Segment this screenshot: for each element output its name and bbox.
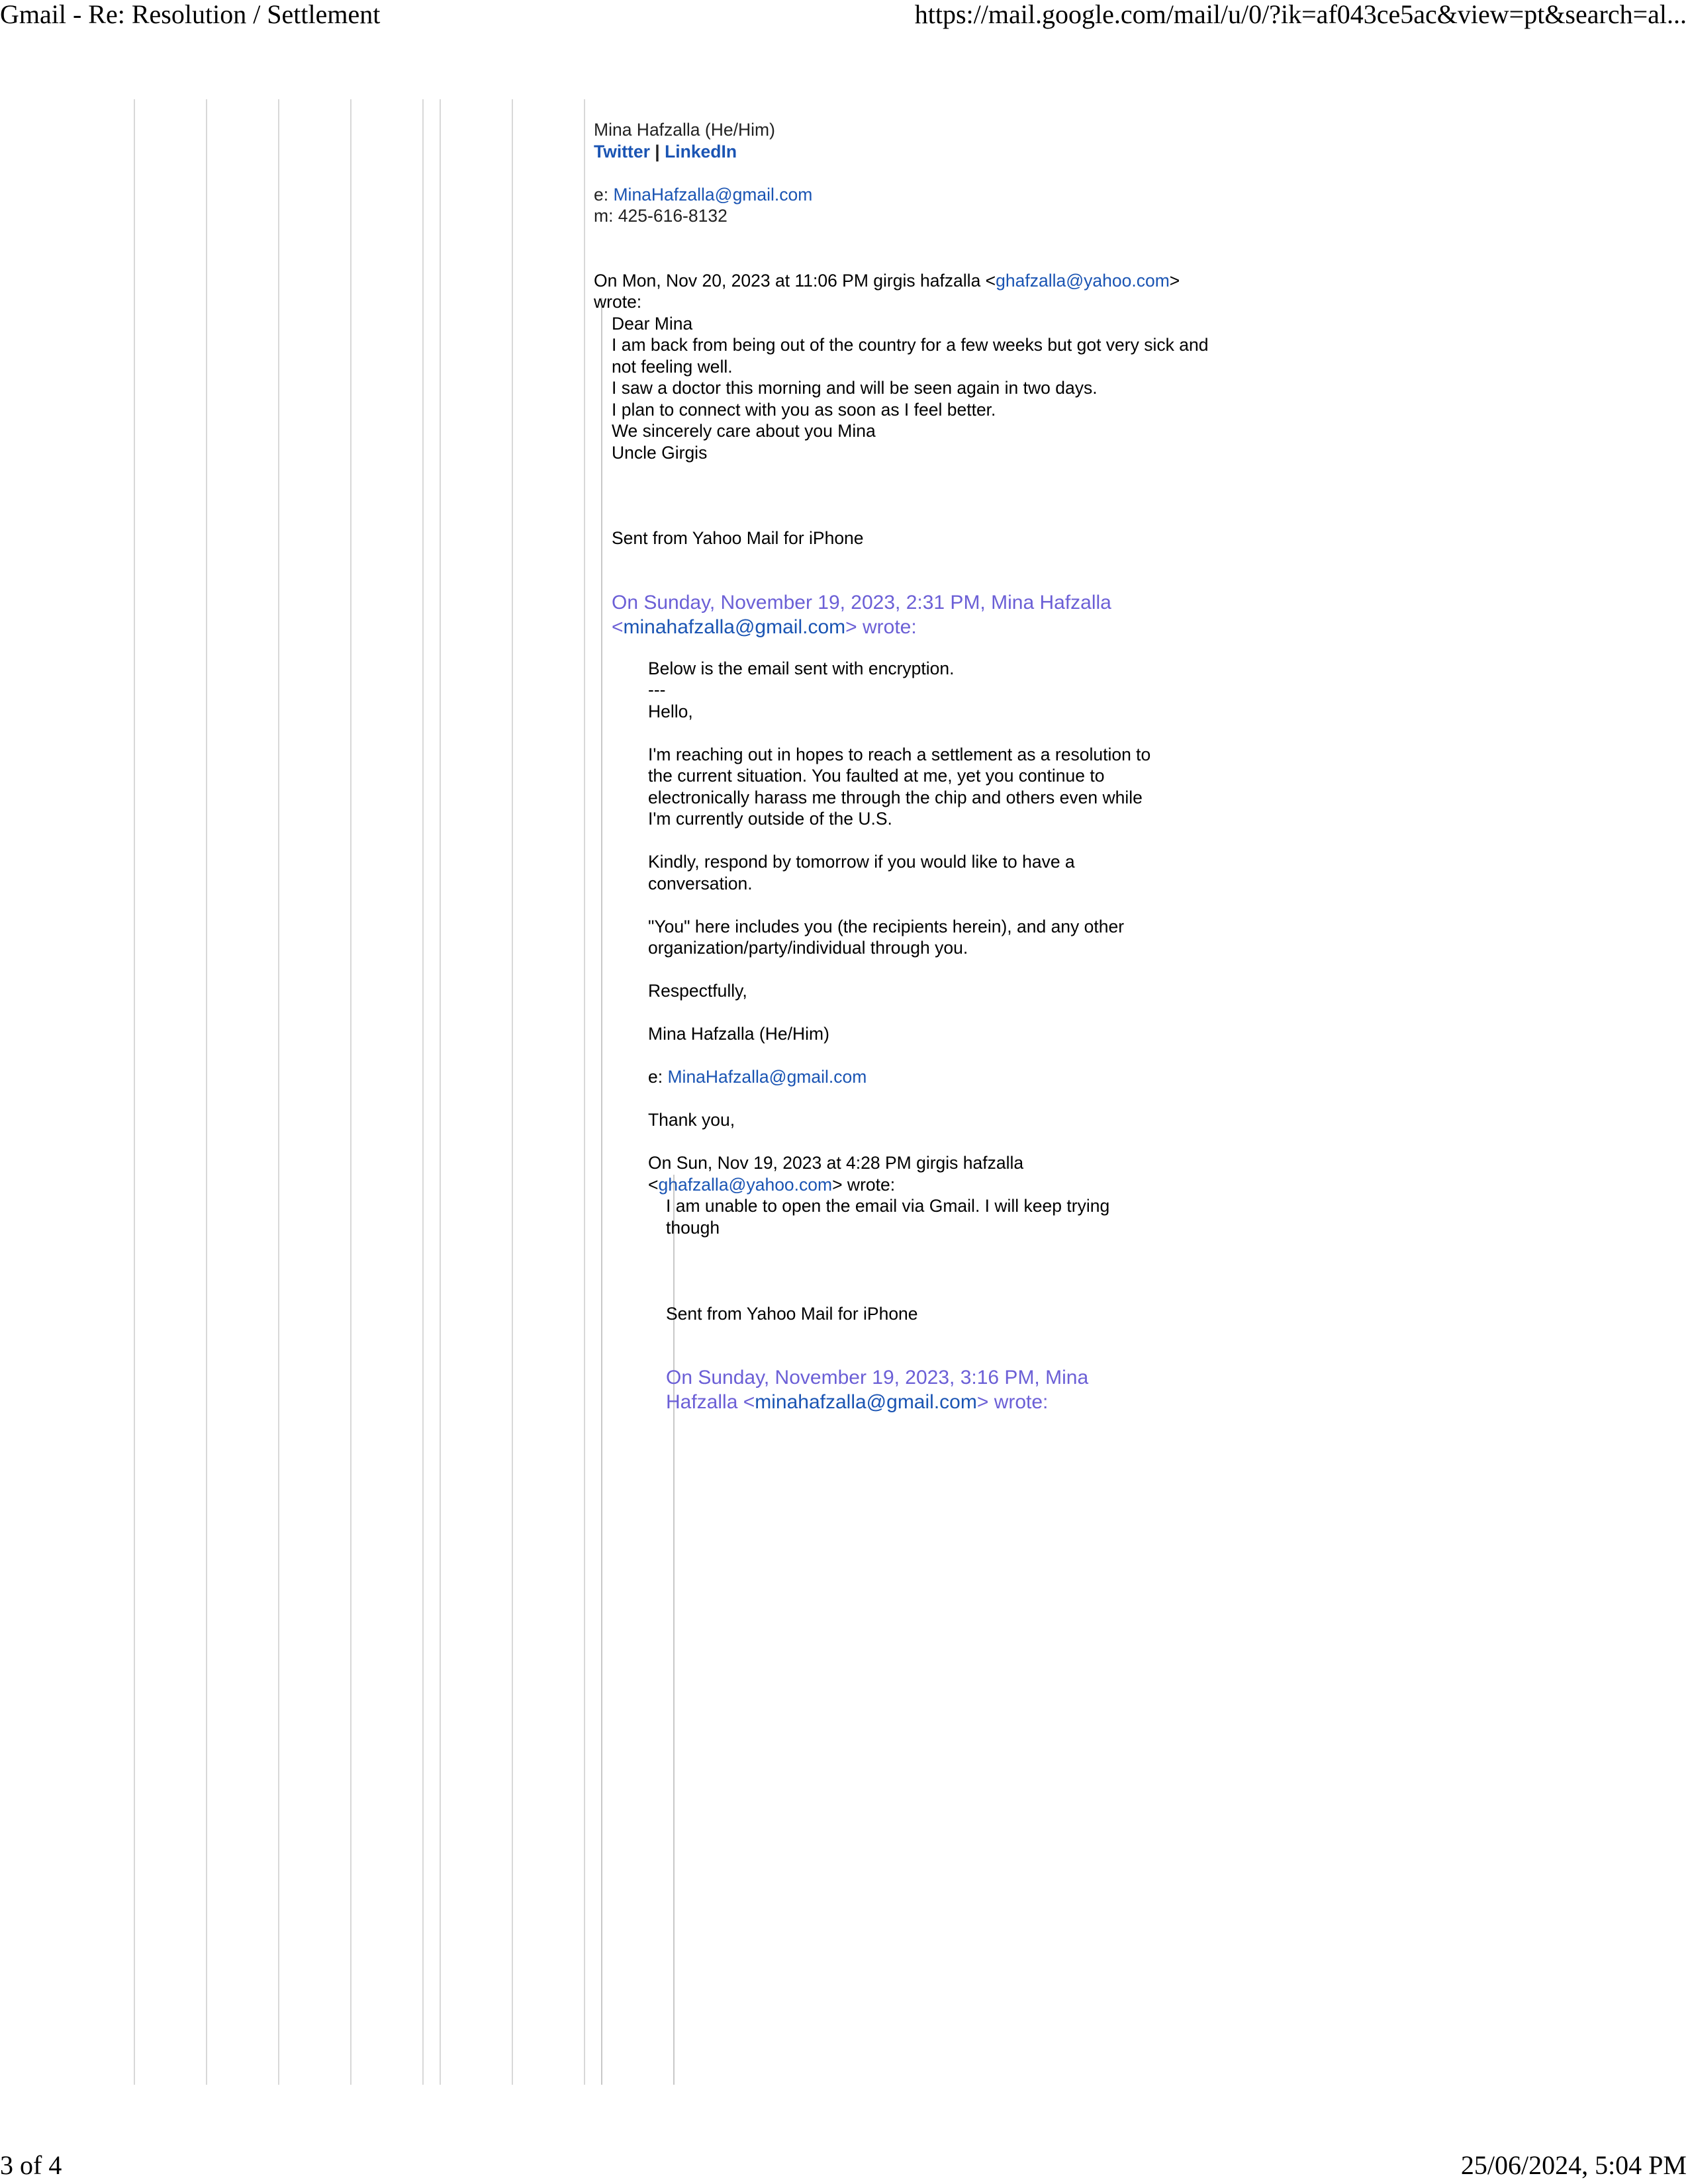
social-separator: | [655, 141, 660, 161]
print-footer-datetime: 25/06/2024, 5:04 PM [1460, 2150, 1687, 2180]
message-line: "You" here includes you (the recipients herein), and any other [648, 916, 1125, 936]
message-line: I am unable to open the email via Gmail. I will keep trying [666, 1196, 1110, 1216]
yahoo-attribution-line [666, 1390, 1256, 1414]
email-body [594, 119, 1256, 1414]
quote-rule [422, 99, 424, 2085]
yahoo-attribution-email[interactable]: minahafzalla@gmail.com [623, 615, 846, 638]
reply1-attribution-wrote: wrote: [594, 292, 642, 312]
print-header-title: Gmail - Re: Resolution / Settlement [0, 0, 381, 29]
sent-from-yahoo: Sent from Yahoo Mail for iPhone [612, 528, 864, 548]
reply2-quote [648, 658, 1256, 1415]
message-line: the current situation. You faulted at me, yet you continue to [648, 766, 1105, 786]
message-line: conversation. [648, 873, 753, 893]
print-header-url: https://mail.google.com/mail/u/0/?ik=af043ce5ac&view=pt&search=al... [914, 0, 1687, 29]
reply1-attribution-email[interactable]: ghafzalla@yahoo.com [996, 270, 1170, 291]
reply1-attribution-close: > [1169, 270, 1180, 291]
message-line: Respectfully, [648, 981, 747, 1001]
signature-email-link[interactable]: MinaHafzalla@gmail.com [613, 184, 813, 205]
message-email-link[interactable]: MinaHafzalla@gmail.com [667, 1067, 867, 1087]
reply2-attribution-email[interactable]: ghafzalla@yahoo.com [658, 1174, 833, 1195]
reply2-attribution-close: > wrote: [832, 1174, 896, 1195]
message-line: Below is the email sent with encryption. [648, 658, 955, 678]
quote-rule [134, 99, 135, 2085]
yahoo-attribution-line: On Sunday, November 19, 2023, 3:16 PM, Mina [666, 1367, 1089, 1388]
yahoo-attribution-email[interactable]: minahafzalla@gmail.com [755, 1391, 977, 1413]
message-line: Mina Hafzalla (He/Him) [648, 1024, 829, 1044]
reply1-attribution-text: On Mon, Nov 20, 2023 at 11:06 PM girgis hafzalla < [594, 270, 996, 291]
message-line: I plan to connect with you as soon as I feel better. [612, 399, 996, 420]
quote-rule [350, 99, 352, 2085]
message-email-line [648, 1066, 1256, 1088]
yahoo-attribution-close: > wrote: [845, 615, 917, 638]
yahoo-attribution-name: Hafzalla < [666, 1391, 755, 1413]
print-footer-page: 3 of 4 [0, 2150, 62, 2180]
message-line: I am back from being out of the country for a few weeks but got very sick and [612, 335, 1209, 355]
message-email-prefix: e: [648, 1067, 663, 1087]
message-line: I saw a doctor this morning and will be seen again in two days. [612, 378, 1098, 398]
reply1-quote [612, 313, 1256, 639]
yahoo-attribution-close: > wrote: [976, 1391, 1049, 1413]
reply3-quote [666, 1195, 1256, 1414]
signature-name: Mina Hafzalla (He/Him) [594, 120, 775, 140]
quote-rule [440, 99, 441, 2085]
linkedin-link[interactable]: LinkedIn [665, 141, 737, 161]
message-line: Kindly, respond by tomorrow if you would like to have a [648, 852, 1075, 872]
message-line: Thank you, [648, 1110, 735, 1130]
reply1-attribution [594, 270, 1256, 292]
signature-social [594, 141, 1256, 163]
yahoo-attribution-line: On Sunday, November 19, 2023, 2:31 PM, Mina Hafzalla [612, 591, 1111, 614]
quote-rule [584, 99, 585, 2085]
signature-email [594, 184, 1256, 206]
reply2-attribution-open: < [648, 1174, 659, 1195]
yahoo-attribution-line [612, 615, 1256, 639]
message-line: --- [648, 680, 666, 700]
message-line: I'm currently outside of the U.S. [648, 809, 892, 829]
message-line: Hello, [648, 701, 693, 721]
sent-from-yahoo: Sent from Yahoo Mail for iPhone [666, 1303, 918, 1324]
twitter-link[interactable]: Twitter [594, 141, 650, 161]
message-line: not feeling well. [612, 356, 733, 377]
reply2-attribution: On Sun, Nov 19, 2023 at 4:28 PM girgis hafzalla [648, 1153, 1024, 1173]
quote-rule [512, 99, 513, 2085]
quote-rule [206, 99, 207, 2085]
quote-rule [278, 99, 279, 2085]
signature-mobile: m: 425-616-8132 [594, 206, 727, 226]
message-line: electronically harass me through the chip and others even while [648, 787, 1143, 807]
reply2-attribution [648, 1174, 1256, 1196]
message-line: Dear Mina [612, 313, 693, 334]
message-line: though [666, 1217, 720, 1238]
yahoo-attribution-open: < [612, 615, 624, 638]
message-line: Uncle Girgis [612, 442, 708, 463]
signature-email-prefix: e: [594, 184, 609, 205]
message-line: I'm reaching out in hopes to reach a settlement as a resolution to [648, 744, 1151, 764]
message-line: organization/party/individual through you. [648, 938, 968, 958]
message-line: We sincerely care about you Mina [612, 421, 876, 441]
